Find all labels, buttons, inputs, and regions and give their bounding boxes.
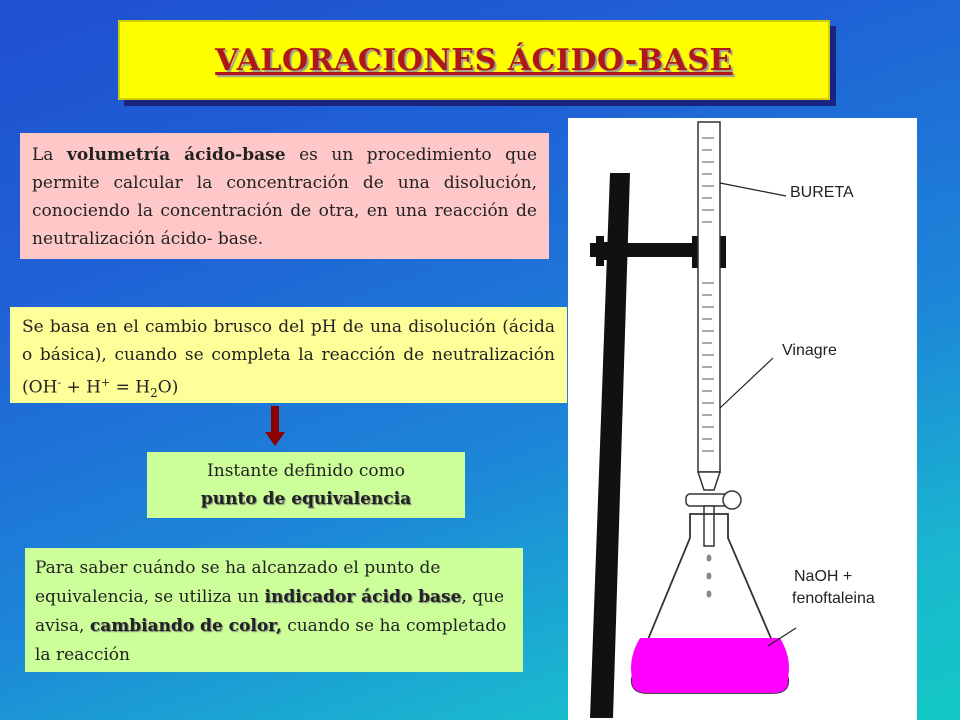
phenolphthalein-label: fenoftaleina bbox=[792, 590, 875, 607]
definition-text-2: es un procedimiento que permite calcular la concentración de una disolución, conociendo la concentración de otra, en una reacción de neutralización ácido- base. bbox=[32, 145, 538, 249]
down-arrow-shaft bbox=[271, 406, 279, 434]
indicator-text-1: Para saber cuándo se ha alcanzado el punto de equivalencia, se utiliza un bbox=[35, 558, 441, 607]
indicator-box bbox=[25, 548, 523, 672]
titration-illustration bbox=[568, 118, 917, 720]
down-arrow-icon bbox=[265, 432, 285, 446]
basis-box bbox=[10, 307, 567, 403]
basis-end: O) bbox=[157, 377, 179, 398]
indicator-term: indicador ácido base bbox=[264, 587, 462, 607]
pink-liquid bbox=[631, 638, 789, 693]
indicator-text-2: , que avisa, bbox=[35, 587, 505, 636]
burette-tip bbox=[698, 472, 720, 490]
water-subscript: 2 bbox=[150, 386, 158, 401]
equivalence-box bbox=[147, 452, 465, 518]
naoh-label: NaOH + bbox=[794, 568, 853, 585]
hydroxide-charge: - bbox=[57, 376, 62, 389]
equivalence-term: punto de equivalencia bbox=[200, 489, 412, 509]
titration-drawing bbox=[568, 118, 917, 720]
definition-text-1: La bbox=[32, 145, 67, 165]
title-banner bbox=[118, 20, 830, 100]
definition-box bbox=[20, 133, 549, 259]
basis-text: Se basa en el cambio brusco del pH de una disolución (ácida o básica), cuando se completa la reacción de neutralización (OH bbox=[22, 317, 555, 398]
basis-equals: = H bbox=[110, 377, 151, 398]
definition-term: volumetría ácido-base bbox=[66, 145, 286, 165]
equivalence-line1: Instante definido como bbox=[207, 461, 405, 481]
burette-label: BURETA bbox=[790, 184, 854, 201]
page-title: VALORACIONES ÁCIDO-BASE bbox=[215, 42, 733, 78]
hydrogen-charge: + bbox=[101, 376, 111, 389]
basis-plus: + H bbox=[61, 377, 102, 398]
indicator-text-3: cuando se ha completado la reacción bbox=[35, 616, 507, 665]
vinegar-label: Vinagre bbox=[782, 342, 837, 359]
indicator-color-change: cambiando de color, bbox=[89, 616, 282, 636]
